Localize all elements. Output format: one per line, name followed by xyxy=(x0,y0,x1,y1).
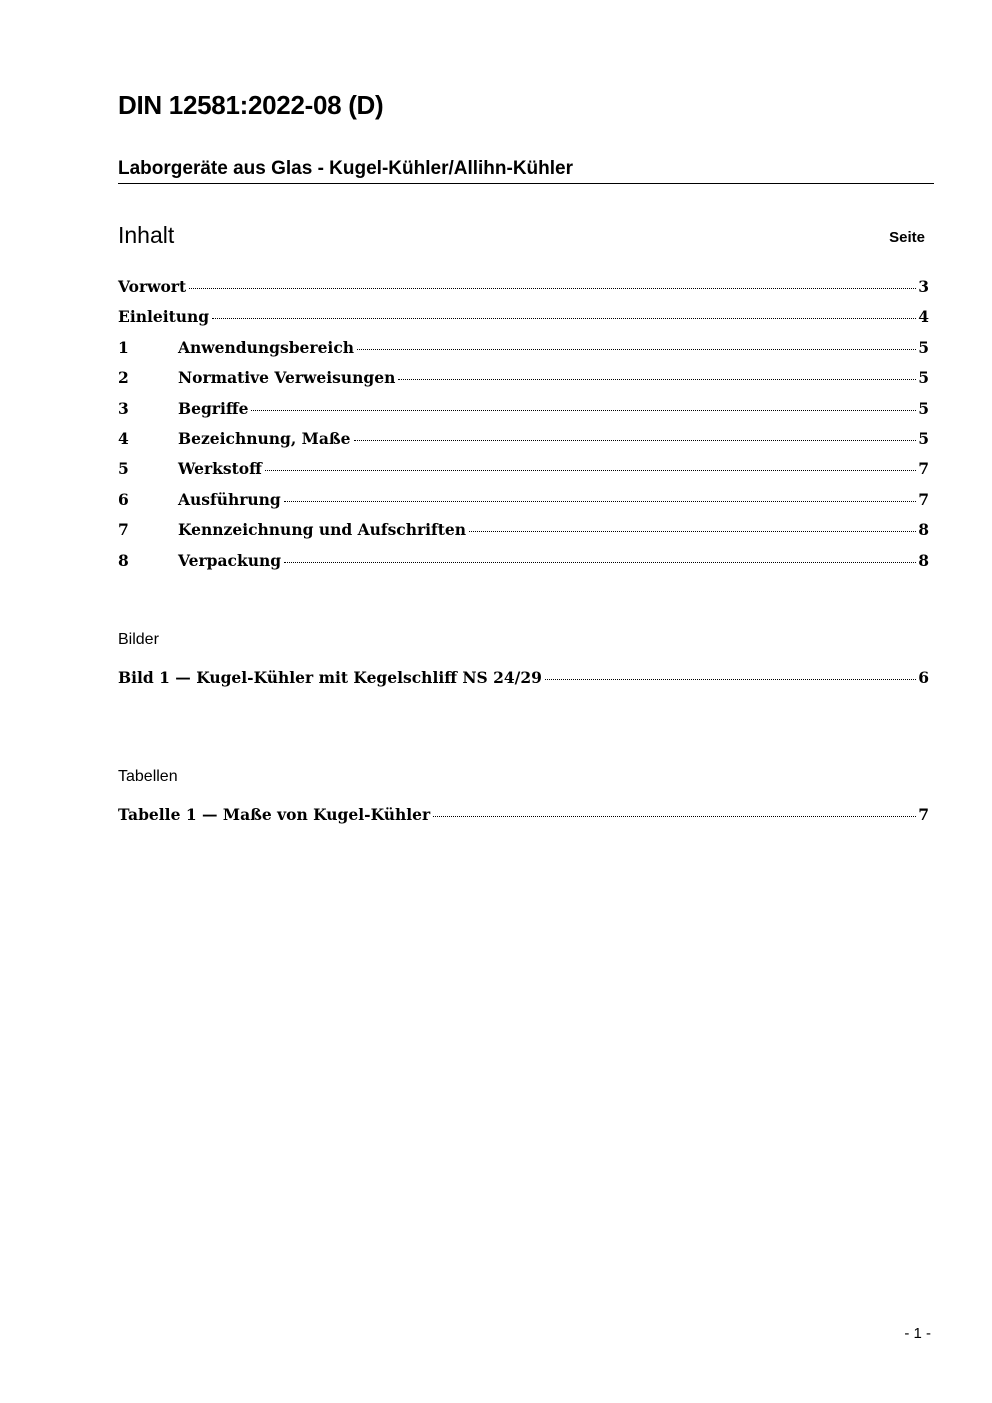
toc-entry-page: 5 xyxy=(918,428,929,448)
dot-leader xyxy=(284,501,916,502)
toc-heading: Inhalt xyxy=(118,222,175,248)
toc-entry-6[interactable] xyxy=(118,490,929,520)
dot-leader xyxy=(212,318,916,319)
toc-entry-page: 4 xyxy=(918,307,929,327)
toc-entry-number: 1 xyxy=(118,337,129,357)
toc-entry-page: 5 xyxy=(918,337,929,357)
dot-leader xyxy=(433,816,916,817)
table-entry-label: Tabelle 1 — Maße von Kugel-Kühler xyxy=(118,805,431,824)
toc-entry-2[interactable] xyxy=(118,368,929,398)
toc-entry-page: 7 xyxy=(918,459,929,479)
dot-leader xyxy=(189,288,916,289)
toc-entry-label: Begriffe xyxy=(178,398,249,418)
toc-entry-label: Vorwort xyxy=(118,277,187,296)
figures-heading: Bilder xyxy=(118,631,159,648)
toc-entry-label: Bezeichnung, Maße xyxy=(178,428,351,448)
toc-entry-label: Kennzeichnung und Aufschriften xyxy=(178,520,467,540)
dot-leader xyxy=(284,562,916,563)
toc-entry-number: 4 xyxy=(118,428,129,448)
toc-entry-1[interactable] xyxy=(118,338,929,368)
figure-entry-label: Bild 1 — Kugel-Kühler mit Kegelschliff NS 24/29 xyxy=(118,668,542,687)
toc-entry-page: 5 xyxy=(918,398,929,418)
dot-leader xyxy=(545,679,916,680)
toc-entry-page: 7 xyxy=(918,489,929,509)
toc-entry-4[interactable] xyxy=(118,429,929,459)
toc-entry-label: Verpackung xyxy=(178,550,282,570)
title-underline xyxy=(118,183,934,184)
toc-entry-page: 8 xyxy=(918,520,929,540)
toc-entry-label: Einleitung xyxy=(118,307,210,327)
toc-entry-page: 3 xyxy=(918,277,929,296)
tables-heading: Tabellen xyxy=(118,768,178,785)
toc-entry-number: 6 xyxy=(118,489,129,509)
toc-entry-8[interactable] xyxy=(118,551,929,581)
dot-leader xyxy=(357,349,916,350)
figure-entry-1[interactable] xyxy=(118,668,929,698)
toc-list xyxy=(118,277,929,581)
page-number: - 1 - xyxy=(904,1325,931,1342)
dot-leader xyxy=(354,440,917,441)
dot-leader xyxy=(469,531,916,532)
toc-entry-page: 5 xyxy=(918,368,929,388)
toc-entry-number: 8 xyxy=(118,550,129,570)
toc-entry-label: Normative Verweisungen xyxy=(178,368,396,388)
table-entry-1[interactable] xyxy=(118,805,929,835)
toc-entry-7[interactable] xyxy=(118,520,929,550)
toc-entry-einleitung[interactable] xyxy=(118,307,929,337)
toc-entry-number: 3 xyxy=(118,398,129,418)
dot-leader xyxy=(251,410,916,411)
toc-entry-label: Werkstoff xyxy=(178,459,262,479)
dot-leader xyxy=(265,470,916,471)
toc-entry-label: Anwendungsbereich xyxy=(178,337,355,357)
toc-entry-3[interactable] xyxy=(118,399,929,429)
tables-list xyxy=(118,805,929,835)
toc-entry-number: 7 xyxy=(118,520,129,540)
toc-entry-5[interactable] xyxy=(118,459,929,489)
dot-leader xyxy=(398,379,916,380)
toc-entry-vorwort[interactable] xyxy=(118,277,929,307)
toc-entry-number: 2 xyxy=(118,368,129,388)
figures-list xyxy=(118,668,929,698)
table-entry-page: 7 xyxy=(918,805,929,824)
toc-entry-page: 8 xyxy=(918,550,929,570)
figure-entry-page: 6 xyxy=(918,668,929,687)
document-id: DIN 12581:2022-08 (D) xyxy=(118,90,384,120)
document-title: Laborgeräte aus Glas - Kugel-Kühler/Allihn-Kühler xyxy=(118,158,574,179)
page-column-label: Seite xyxy=(889,229,925,246)
toc-entry-label: Ausführung xyxy=(178,489,281,509)
toc-entry-number: 5 xyxy=(118,459,129,479)
